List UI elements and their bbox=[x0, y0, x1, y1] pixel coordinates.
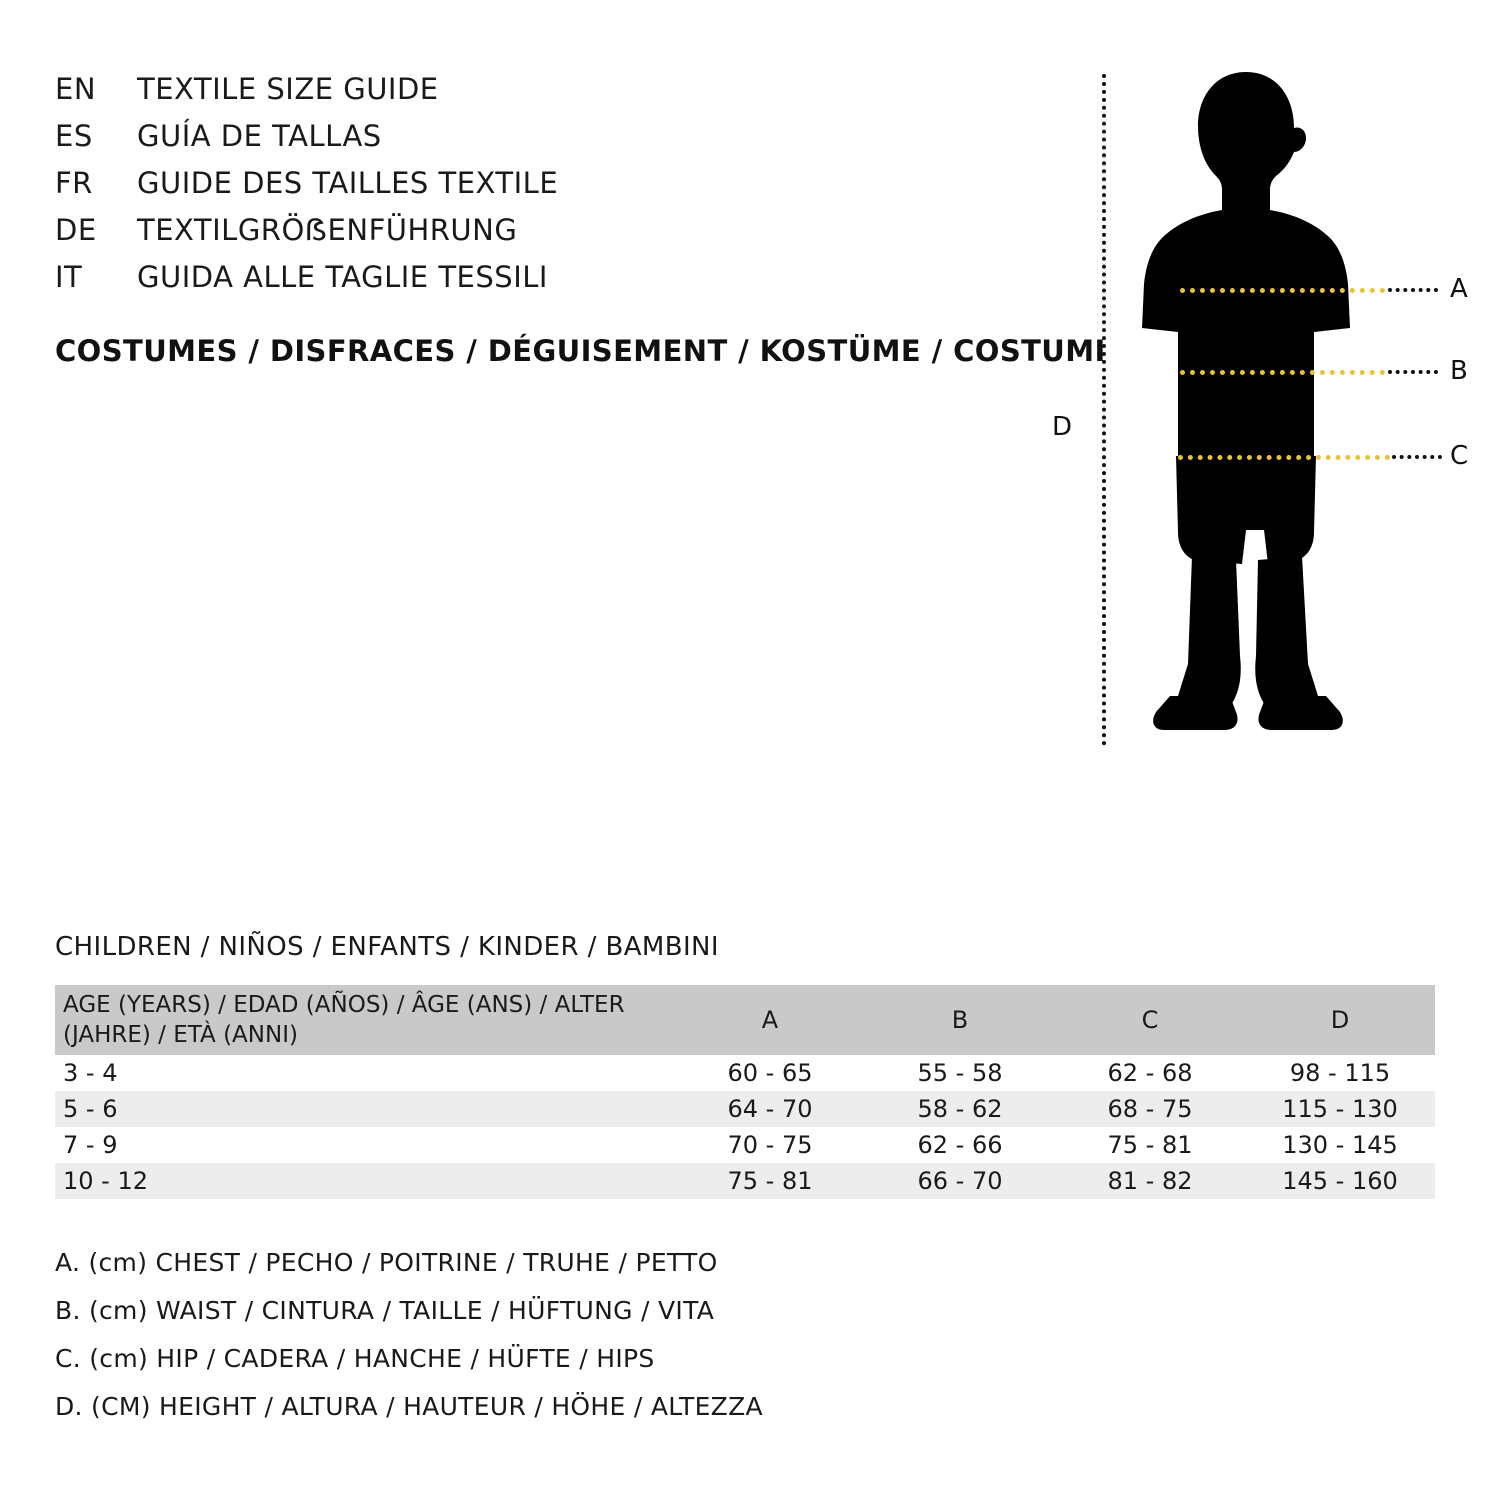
legend-item-b: B. (cm) WAIST / CINTURA / TAILLE / HÜFTUNG / VITA bbox=[55, 1296, 715, 1325]
language-code-es: ES bbox=[55, 119, 93, 153]
measurement-legend bbox=[55, 1248, 1055, 1440]
language-list bbox=[55, 72, 1035, 307]
figure-label-d: D bbox=[1052, 412, 1073, 442]
language-row-de bbox=[55, 213, 1035, 260]
table-header-c: C bbox=[1055, 985, 1245, 1055]
table-header-a: A bbox=[675, 985, 865, 1055]
height-dotted-line bbox=[1102, 74, 1106, 746]
size-table bbox=[55, 985, 1435, 1199]
cell-b: 62 - 66 bbox=[865, 1127, 1055, 1163]
table-header-age: AGE (YEARS) / EDAD (AÑOS) / ÂGE (ANS) / ALTER (JAHRE) / ETÀ (ANNI) bbox=[55, 985, 675, 1055]
cell-b: 55 - 58 bbox=[865, 1055, 1055, 1091]
figure-label-c: C bbox=[1450, 441, 1469, 471]
cell-b: 58 - 62 bbox=[865, 1091, 1055, 1127]
table-row bbox=[55, 1091, 1435, 1127]
cell-d: 130 - 145 bbox=[1245, 1127, 1435, 1163]
chest-leader-line bbox=[1388, 288, 1438, 292]
cell-age: 7 - 9 bbox=[55, 1127, 675, 1163]
language-text-de: TEXTILGRÖẞENFÜHRUNG bbox=[137, 213, 518, 247]
cell-d: 98 - 115 bbox=[1245, 1055, 1435, 1091]
cell-c: 75 - 81 bbox=[1055, 1127, 1245, 1163]
cell-age: 3 - 4 bbox=[55, 1055, 675, 1091]
language-row-es bbox=[55, 119, 1035, 166]
cell-a: 64 - 70 bbox=[675, 1091, 865, 1127]
waist-leader-line bbox=[1388, 370, 1438, 374]
figure-label-a: A bbox=[1450, 274, 1468, 304]
table-header-d: D bbox=[1245, 985, 1435, 1055]
table-row bbox=[55, 1055, 1435, 1091]
legend-item-d: D. (CM) HEIGHT / ALTURA / HAUTEUR / HÖHE / ALTEZZA bbox=[55, 1392, 763, 1421]
language-code-en: EN bbox=[55, 72, 97, 106]
cell-d: 145 - 160 bbox=[1245, 1163, 1435, 1199]
cell-a: 60 - 65 bbox=[675, 1055, 865, 1091]
cell-c: 81 - 82 bbox=[1055, 1163, 1245, 1199]
child-silhouette bbox=[1118, 60, 1398, 760]
cell-c: 62 - 68 bbox=[1055, 1055, 1245, 1091]
language-text-it: GUIDA ALLE TAGLIE TESSILI bbox=[137, 260, 548, 294]
table-header-b: B bbox=[865, 985, 1055, 1055]
language-row-fr bbox=[55, 166, 1035, 213]
language-text-fr: GUIDE DES TAILLES TEXTILE bbox=[137, 166, 559, 200]
table-caption: CHILDREN / NIÑOS / ENFANTS / KINDER / BAMBINI bbox=[55, 932, 719, 962]
chest-measure-line bbox=[1180, 288, 1385, 293]
language-text-en: TEXTILE SIZE GUIDE bbox=[137, 72, 439, 106]
cell-a: 70 - 75 bbox=[675, 1127, 865, 1163]
table-header-row bbox=[55, 985, 1435, 1055]
figure-label-b: B bbox=[1450, 356, 1468, 386]
language-code-de: DE bbox=[55, 213, 97, 247]
cell-b: 66 - 70 bbox=[865, 1163, 1055, 1199]
cell-age: 10 - 12 bbox=[55, 1163, 675, 1199]
hip-leader-line bbox=[1392, 455, 1442, 459]
language-code-it: IT bbox=[55, 260, 83, 294]
language-text-es: GUÍA DE TALLAS bbox=[137, 119, 382, 153]
hip-measure-line bbox=[1178, 455, 1390, 460]
cell-a: 75 - 81 bbox=[675, 1163, 865, 1199]
costumes-heading: COSTUMES / DISFRACES / DÉGUISEMENT / KOSTÜME / COSTUMI bbox=[55, 334, 1106, 368]
waist-measure-line bbox=[1180, 370, 1385, 375]
cell-d: 115 - 130 bbox=[1245, 1091, 1435, 1127]
language-row-it bbox=[55, 260, 1035, 307]
language-row-en bbox=[55, 72, 1035, 119]
legend-item-c: C. (cm) HIP / CADERA / HANCHE / HÜFTE / HIPS bbox=[55, 1344, 655, 1373]
size-figure bbox=[1040, 60, 1469, 760]
legend-item-a: A. (cm) CHEST / PECHO / POITRINE / TRUHE / PETTO bbox=[55, 1248, 718, 1277]
cell-c: 68 - 75 bbox=[1055, 1091, 1245, 1127]
table-row bbox=[55, 1163, 1435, 1199]
table-row bbox=[55, 1127, 1435, 1163]
cell-age: 5 - 6 bbox=[55, 1091, 675, 1127]
language-code-fr: FR bbox=[55, 166, 93, 200]
